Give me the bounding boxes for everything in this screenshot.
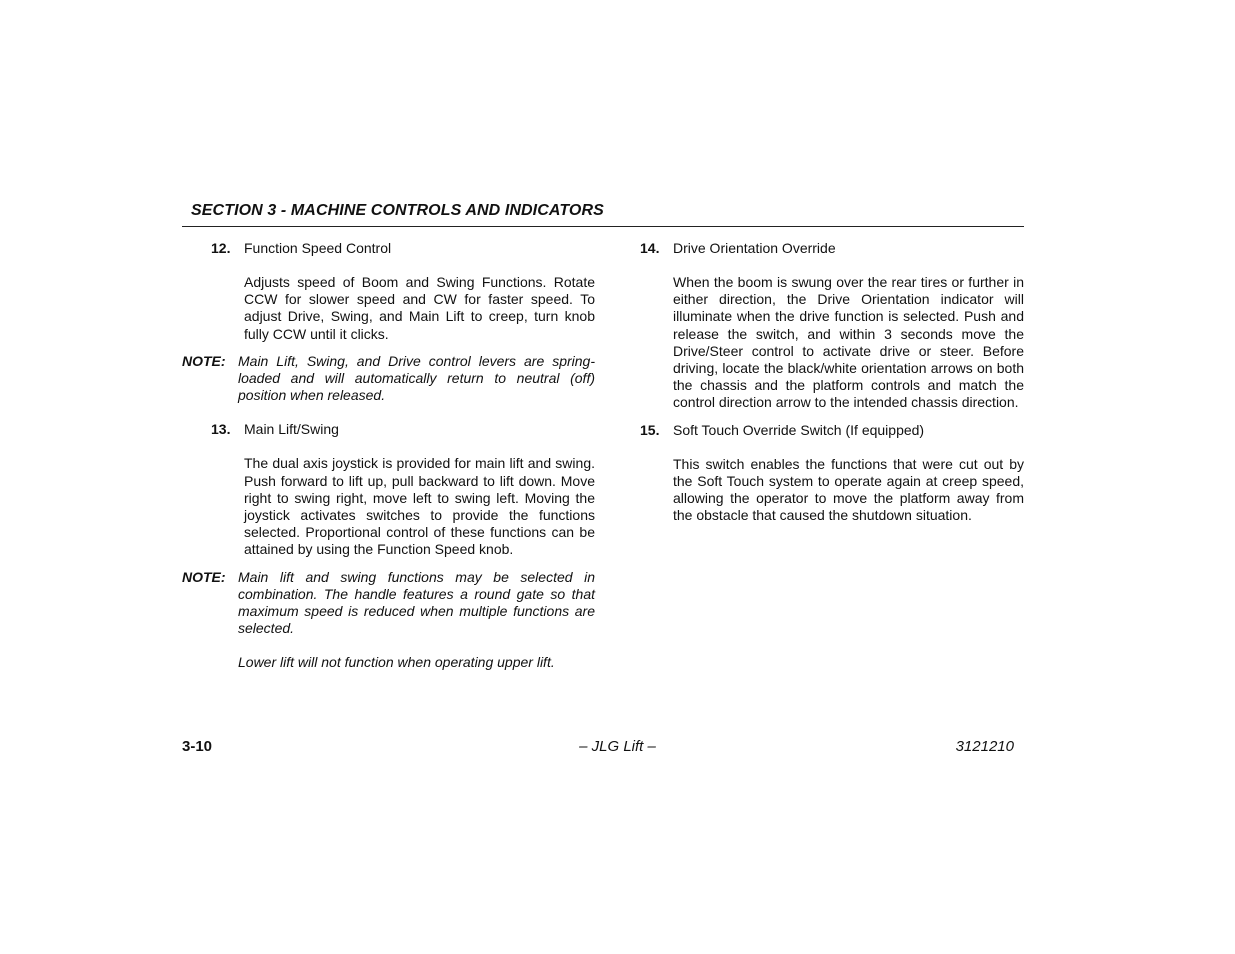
item-15 (640, 422, 1024, 525)
footer-page-number: 3-10 (182, 738, 213, 755)
note-1 (182, 353, 595, 405)
item-14-body: When the boom is swung over the rear tires or further in either direction, the Drive Orientation indicator will illuminate when the drive function is selected. Push and release the switch, and within 3 seconds move the Drive/Steer control to activate drive or steer. Before driving, locate the black/white orientation arrows on both the chassis and the platform controls and match the control direction arrow to the intended chassis direction. (673, 274, 1024, 411)
item-13-title: Main Lift/Swing (244, 421, 339, 438)
item-15-heading (640, 422, 1024, 439)
note-2-text: Main lift and swing functions may be selected in combination. The handle features a round gate so that maximum speed is reduced when multiple functions are selected. (238, 568, 595, 637)
note-2 (182, 569, 595, 672)
item-15-body: This switch enables the functions that were cut out by the Soft Touch system to operate again at creep speed, allowing the operator to move the platform away from the obstacle that caused the shutdown situation. (673, 455, 1024, 524)
item-12 (182, 240, 595, 343)
item-12-heading (182, 240, 595, 257)
item-12-number: 12. (211, 240, 231, 256)
item-12-title: Function Speed Control (244, 240, 392, 256)
note-1-text: Main Lift, Swing, and Drive control levers are spring-loaded and will automatically return to neutral (off) position when released. (238, 352, 595, 404)
footer-doc-number: 3121210 (955, 738, 1014, 755)
footer-publisher: – JLG Lift – (579, 738, 656, 755)
item-13-heading (182, 421, 595, 438)
note-1-label: NOTE: (182, 352, 226, 369)
header-rule (182, 226, 1024, 227)
item-13 (182, 421, 595, 558)
item-15-title: Soft Touch Override Switch (If equipped) (673, 421, 925, 438)
item-13-body: The dual axis joystick is provided for main lift and swing. Push forward to lift up, pull backward to lift down. Move right to swing right, move left to swing left. Moving the joystick activates switches to provide the functions selected. Proportional control of these functions can be attained by using the Function Speed knob. (244, 455, 595, 558)
item-14 (640, 240, 1024, 412)
left-column (182, 240, 595, 672)
item-15-number: 15. (640, 421, 660, 438)
note-2-label: NOTE: (182, 568, 226, 585)
item-14-number: 14. (640, 240, 660, 256)
right-column (640, 240, 1024, 524)
item-12-body: Adjusts speed of Boom and Swing Functions. Rotate CCW for slower speed and CW for faster speed. To adjust Drive, Swing, and Main Lift to creep, turn knob fully CCW until it clicks. (244, 274, 595, 342)
note-2-extra: Lower lift will not function when operating upper lift. (238, 654, 555, 671)
item-14-heading (640, 240, 1024, 257)
section-title: SECTION 3 - MACHINE CONTROLS AND INDICATORS (191, 202, 604, 219)
item-14-title: Drive Orientation Override (673, 240, 836, 256)
item-13-number: 13. (211, 421, 231, 438)
